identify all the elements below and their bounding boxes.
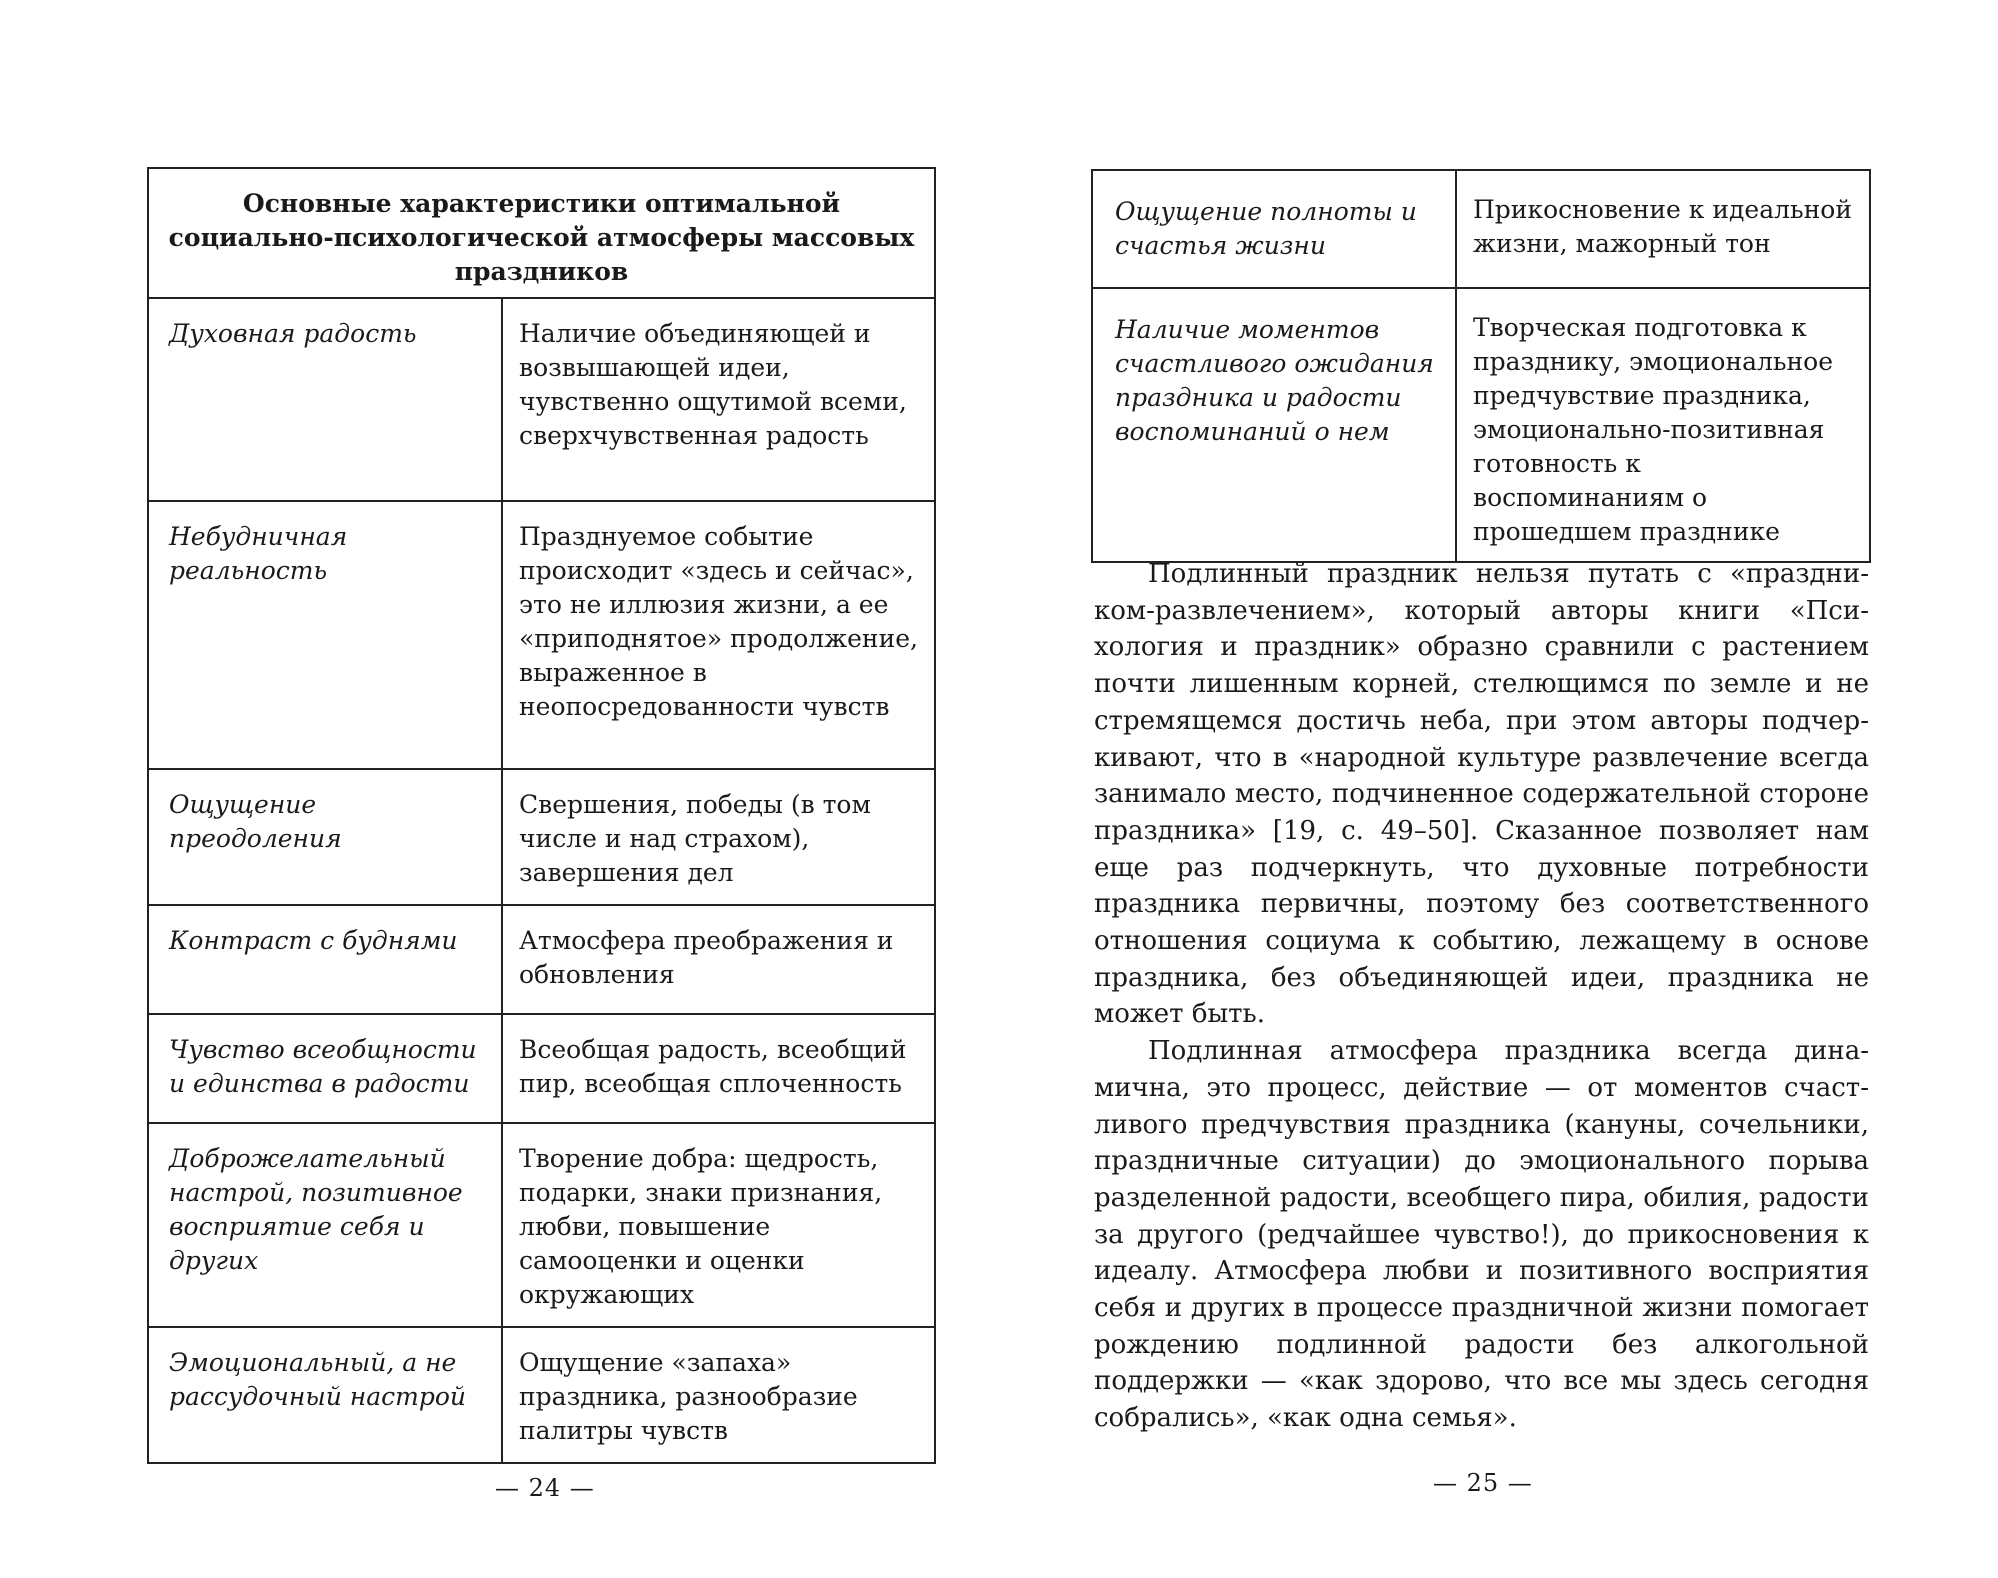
term-cell: Духовная радость xyxy=(148,298,502,501)
term-cell: Доброжелательный настрой, позитивное восприятие себя и других xyxy=(148,1123,502,1327)
table-row xyxy=(148,298,935,501)
body-text xyxy=(1094,556,1869,1437)
table-row xyxy=(1092,170,1870,288)
table-row xyxy=(1092,288,1870,562)
description-cell: Всеобщая радость, всеобщий пир, всеобщая сплоченность xyxy=(502,1014,935,1123)
term-cell: Ощущение полноты и счастья жизни xyxy=(1092,170,1456,288)
right-page xyxy=(999,0,1998,1578)
page-number: — 25 — xyxy=(1433,1469,1533,1497)
table-row xyxy=(148,1327,935,1463)
term-cell: Эмоциональный, а не рассудочный настрой xyxy=(148,1327,502,1463)
term-cell: Ощущение преодоления xyxy=(148,769,502,905)
description-cell: Творческая подготовка к празднику, эмоциональное предчувствие праздника, эмоционально-позитивная готовность к воспоминаниям о прошедшем празднике xyxy=(1456,288,1870,562)
description-cell: Наличие объединяющей и возвышающей идеи, чувственно ощутимой всеми, сверхчувственная радость xyxy=(502,298,935,501)
description-cell: Творение добра: щедрость, подарки, знаки признания, любви, повышение самооценки и оценки окружающих xyxy=(502,1123,935,1327)
term-cell: Контраст с буднями xyxy=(148,905,502,1014)
table-header-row xyxy=(148,168,935,298)
table-row xyxy=(148,905,935,1014)
table-row xyxy=(148,501,935,769)
table-row xyxy=(148,1123,935,1327)
table-header: Основные характеристики оптимальной социально-психологической атмосферы массовых праздников xyxy=(148,168,935,298)
term-cell: Небудничная реальность xyxy=(148,501,502,769)
description-cell: Прикосновение к идеальной жизни, мажорный тон xyxy=(1456,170,1870,288)
description-cell: Свершения, победы (в том числе и над страхом), завершения дел xyxy=(502,769,935,905)
characteristics-table xyxy=(147,167,936,1464)
term-cell: Наличие моментов счастливого ожидания праздника и радости воспоминаний о нем xyxy=(1092,288,1456,562)
description-cell: Ощущение «запаха» праздника, разнообразие палитры чувств xyxy=(502,1327,935,1463)
term-cell: Чувство всеобщности и единства в радости xyxy=(148,1014,502,1123)
paragraph: Подлинная атмосфера праздника всегда динамична, это процесс, действие — от моментов счастливого предчувствия праздника (кануны, сочельники, праздничные ситуации) до эмоционального порыва разделенной радости, всеобщего пира, обилия, радости за другого (редчайшее чувство!), до прикосновения к идеалу. Атмосфера любви и позитивного восприятия себя и других в процессе праздничной жизни помогает рождению подлинной радости без алкогольной поддержки — «как здорово, что все мы здесь сегодня собрались», «как одна семья». xyxy=(1094,1036,1869,1434)
description-cell: Атмосфера преображения и обновления xyxy=(502,905,935,1014)
description-cell: Празднуемое событие происходит «здесь и сейчас», это не иллюзия жизни, а ее «приподнятое» продолжение, выраженное в неопосредованности чувств xyxy=(502,501,935,769)
table-row xyxy=(148,1014,935,1123)
characteristics-table-continued xyxy=(1091,169,1871,563)
table-row xyxy=(148,769,935,905)
paragraph: Подлинный праздник нельзя путать с «праздником-развлечением», который авторы книги «Психология и праздник» образно сравнили с растением почти лишенным корней, стелющимся по земле и не стремящемся достичь неба, при этом авторы подчеркивают, что в «народной культуре развлечение всегда занимало место, подчиненное содержательной стороне праздника» [19, с. 49–50]. Сказанное позволяет нам еще раз подчеркнуть, что духовные потребности праздника первичны, поэтому без соответственного отношения социума к событию, лежащему в основе праздника, без объединяющей идеи, праздника не может быть. xyxy=(1094,559,1869,1030)
page-number: — 24 — xyxy=(495,1474,595,1502)
